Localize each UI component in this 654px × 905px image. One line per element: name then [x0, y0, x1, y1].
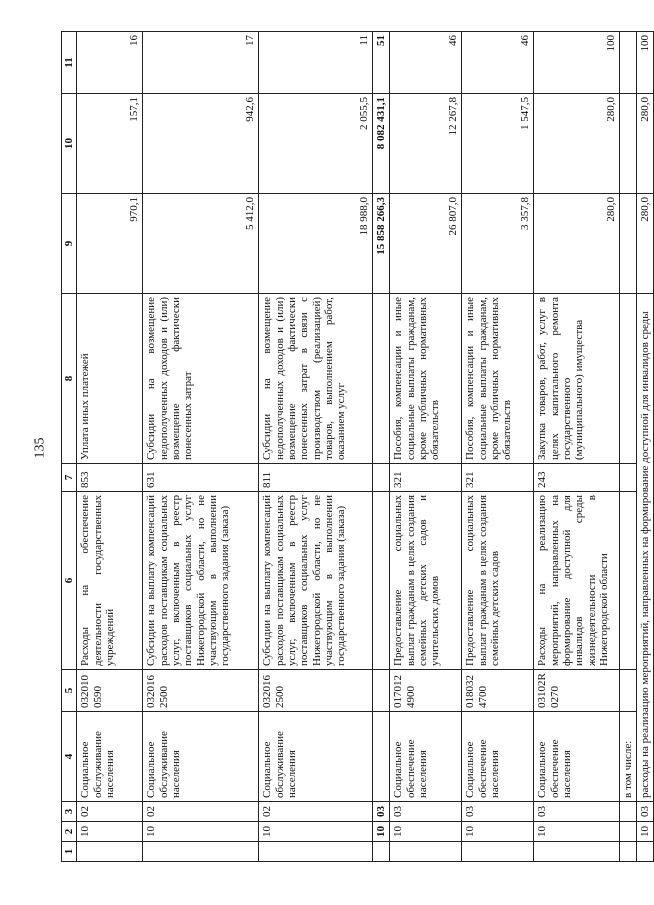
- executed-amount: 2 055,5: [259, 94, 373, 194]
- execution-percent: 46: [462, 32, 534, 94]
- expense-type-name: Уплата иных платежей: [77, 294, 143, 464]
- target-article: 032016 2500: [143, 670, 259, 712]
- subsection-name: Социальное обеспечение населения: [390, 712, 462, 802]
- subsection-name: Социальное обслуживание населения: [259, 712, 373, 802]
- section-code: 10: [373, 822, 390, 842]
- expense-type-code: 853: [77, 464, 143, 492]
- header-cell: 4: [62, 712, 77, 802]
- execution-percent: 100: [637, 32, 654, 94]
- subsection-total-row: [373, 32, 390, 862]
- planned-amount: 3 357,8: [462, 194, 534, 294]
- header-cell: 10: [62, 94, 77, 194]
- budget-table: [61, 31, 654, 862]
- subsection-code: 03: [637, 802, 654, 822]
- page-number: 135: [32, 437, 48, 459]
- subsection-name: Социальное обслуживание населения: [77, 712, 143, 802]
- expense-description: Расходы на реализацию мероприятий, направленных на формирование доступной для инвалидов среды жизнедеятельности в Нижегородской области: [534, 492, 620, 670]
- section-code: 10: [390, 822, 462, 842]
- planned-amount: 26 807,0: [390, 194, 462, 294]
- execution-percent: 11: [259, 32, 373, 94]
- execution-percent: 100: [534, 32, 620, 94]
- executed-amount: 157,1: [77, 94, 143, 194]
- subsection-name: Социальное обеспечение населения: [534, 712, 620, 802]
- expense-description: расходы на реализацию мероприятий, направленных на формирование доступной для инвалидов среды: [637, 294, 654, 802]
- expense-type-name: Пособия, компенсации и иные социальные выплаты гражданам, кроме публичных нормативных обязательств: [462, 294, 534, 464]
- subsection-code: 03: [390, 802, 462, 822]
- subsection-code: 02: [259, 802, 373, 822]
- execution-percent: 46: [390, 32, 462, 94]
- expense-type-code: 243: [534, 464, 620, 492]
- header-cell: 7: [62, 464, 77, 492]
- expense-description: Предоставление социальных выплат гражданам в целях создания семейных детских садов и учительских домов: [390, 492, 462, 670]
- label-row: [620, 32, 637, 862]
- executed-amount: 942,6: [143, 94, 259, 194]
- executed-amount: 12 267,8: [390, 94, 462, 194]
- subsection-code: 03: [534, 802, 620, 822]
- planned-amount: 280,0: [534, 194, 620, 294]
- target-article: 017012 4900: [390, 670, 462, 712]
- planned-amount: 280,0: [637, 194, 654, 294]
- subsection-code: 02: [143, 802, 259, 822]
- target-article: 032010 0590: [77, 670, 143, 712]
- subsection-code: 03: [373, 802, 390, 822]
- header-cell: 9: [62, 194, 77, 294]
- header-row: [62, 32, 77, 862]
- section-code: 10: [143, 822, 259, 842]
- subsection-name: Социальное обеспечение населения: [462, 712, 534, 802]
- expense-type-name: Субсидии на возмещение недополученных доходов и (или) возмещение фактически понесенных затрат: [143, 294, 259, 464]
- planned-amount: 15 858 266,3: [373, 194, 390, 294]
- header-cell: 1: [62, 842, 77, 862]
- header-cell: 3: [62, 802, 77, 822]
- header-cell: 11: [62, 32, 77, 94]
- table-row: [462, 32, 534, 862]
- header-cell: 8: [62, 294, 77, 464]
- subsection-name: Социальное обслуживание населения: [143, 712, 259, 802]
- expense-description: Субсидии на выплату компенсаций расходов поставщикам социальных услуг, включенным в реестр поставщиков социальных услуг Нижегородской области, но не участвующим в выполнении государственного задания (заказа): [143, 492, 259, 670]
- table-row: [77, 32, 143, 862]
- execution-percent: 51: [373, 32, 390, 94]
- executed-amount: 8 082 431,1: [373, 94, 390, 194]
- rotated-table-container: [61, 32, 652, 862]
- expense-description: Субсидии на выплату компенсаций расходов поставщикам социальных услуг, включенным в реестр поставщиков социальных услуг Нижегородской области, но не участвующим в выполнении государственного задания (заказа): [259, 492, 373, 670]
- expense-type-code: 631: [143, 464, 259, 492]
- target-article: 032016 2500: [259, 670, 373, 712]
- execution-percent: 17: [143, 32, 259, 94]
- expense-type-name: Пособия, компенсации и иные социальные выплаты гражданам, кроме публичных нормативных обязательств: [390, 294, 462, 464]
- expense-description: Расходы на обеспечение деятельности государственных учреждений: [77, 492, 143, 670]
- section-code: 10: [637, 822, 654, 842]
- expense-type-code: 811: [259, 464, 373, 492]
- table-row: [259, 32, 373, 862]
- section-code: 10: [77, 822, 143, 842]
- target-article: 03102R 0270: [534, 670, 620, 712]
- table-row: [390, 32, 462, 862]
- planned-amount: 970,1: [77, 194, 143, 294]
- table-row: [143, 32, 259, 862]
- expense-type-code: 321: [390, 464, 462, 492]
- executed-amount: 280,0: [637, 94, 654, 194]
- subsection-code: 02: [77, 802, 143, 822]
- subsection-label: в том числе:: [620, 712, 637, 802]
- execution-percent: 16: [77, 32, 143, 94]
- section-code: 10: [534, 822, 620, 842]
- executed-amount: 1 547,5: [462, 94, 534, 194]
- expense-type-code: 321: [462, 464, 534, 492]
- section-code: 10: [462, 822, 534, 842]
- header-cell: 6: [62, 492, 77, 670]
- expense-description: Предоставление социальных выплат гражданам в целях создания семейных детских садов: [462, 492, 534, 670]
- target-article: 018032 4700: [462, 670, 534, 712]
- table-row: [534, 32, 620, 862]
- section-code: 10: [259, 822, 373, 842]
- expense-type-name: Закупка товаров, работ, услуг в целях капитального ремонта государственного (муниципального) имущества: [534, 294, 620, 464]
- expense-type-name: Субсидии на возмещение недополученных доходов и (или) возмещение фактически понесенных затрат в связи с производством (реализацией) товаров, выполнением работ, оказанием услуг: [259, 294, 373, 464]
- header-cell: 2: [62, 822, 77, 842]
- table-row: [637, 32, 654, 862]
- planned-amount: 18 988,0: [259, 194, 373, 294]
- planned-amount: 5 412,0: [143, 194, 259, 294]
- executed-amount: 280,0: [534, 94, 620, 194]
- header-cell: 5: [62, 670, 77, 712]
- subsection-code: 03: [462, 802, 534, 822]
